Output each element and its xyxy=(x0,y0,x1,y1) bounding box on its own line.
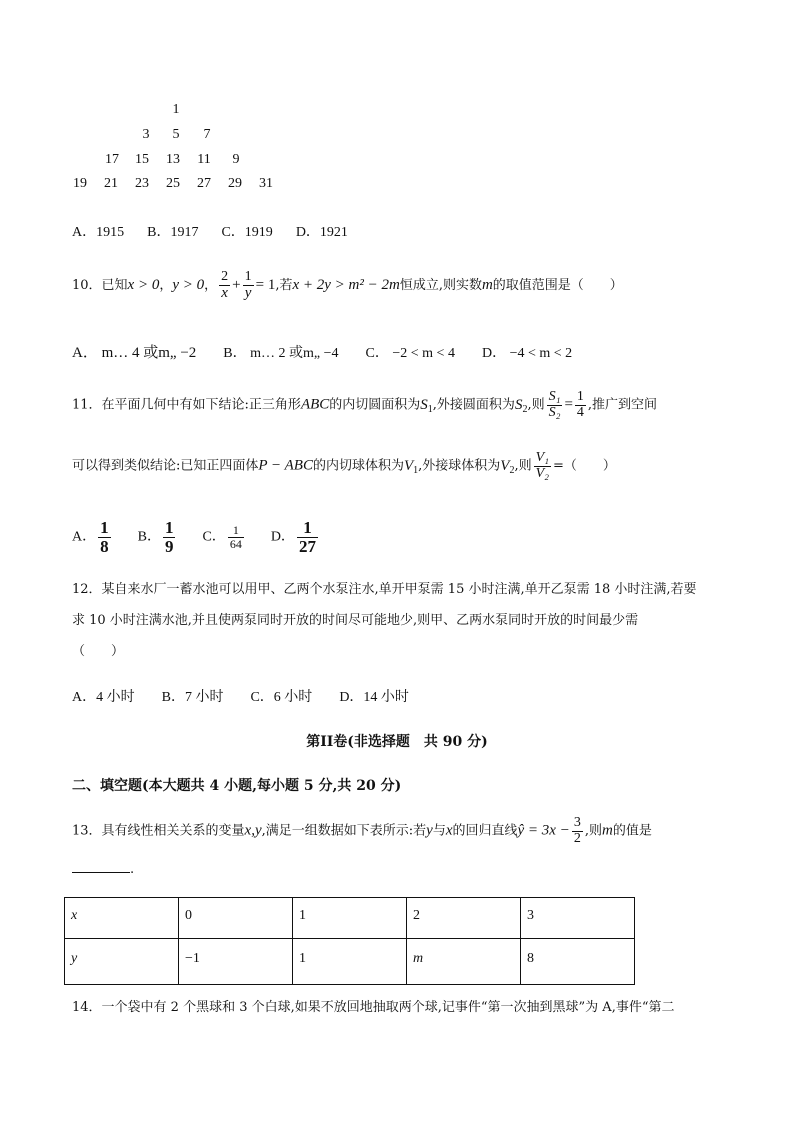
fraction-denominator: S₂ xyxy=(548,404,561,420)
symbol-letter: V xyxy=(500,457,510,474)
q13-text: 与 xyxy=(432,823,446,839)
q12-option-b: B．7 小时 xyxy=(161,690,224,705)
fraction-denominator: 64 xyxy=(229,536,242,551)
fraction-numerator: 1 xyxy=(576,389,584,404)
q12-line3: （ ） xyxy=(72,644,125,659)
q11-text: ,外接圆面积为 xyxy=(432,397,515,413)
q11-option-b-fraction xyxy=(163,519,176,556)
subscript: 2 xyxy=(509,464,515,476)
q13-text: ,则 xyxy=(584,823,602,839)
q11-option-b-label: B． xyxy=(137,529,161,545)
triangle-cell: 19 xyxy=(73,176,87,191)
section-two-heading: 二、填空题(本大题共 4 小题,每小题 5 分,共 20 分) xyxy=(72,778,402,794)
fraction-numerator: 2 xyxy=(221,269,229,284)
fraction-numerator: 1 xyxy=(100,518,109,537)
regression-equation: ŷ = 3x − xyxy=(517,822,570,839)
triangle-cell: 25 xyxy=(166,176,180,191)
triangle-cell: 3 xyxy=(142,127,150,142)
q13-text: ,满足一组数据如下表所示:若 xyxy=(261,823,427,839)
fraction-denominator: x xyxy=(221,284,228,301)
q10-text: 恒成立,则实数 xyxy=(399,278,482,294)
q12-line1: 12．某自来水厂一蓄水池可以用甲、乙两个水泵注水,单开甲泵需 15 小时注满,单开乙泵需 18 小时注满,若要 xyxy=(72,582,697,597)
q11-text: ,则 xyxy=(514,458,532,474)
variable-x: x xyxy=(445,822,453,839)
q11-text: ,外接球体积为 xyxy=(418,458,501,474)
equals-sign: = xyxy=(564,396,573,413)
fraction-numerator: 3 xyxy=(573,815,581,830)
q11-line1 xyxy=(72,390,657,420)
fraction-three-halves xyxy=(572,816,583,846)
symbol-letter: S xyxy=(420,396,428,413)
symbol-letter: S xyxy=(514,396,523,413)
q10-text: 的取值范围是（ ） xyxy=(492,278,623,294)
table-cell: m xyxy=(407,939,521,985)
plus-sign: + xyxy=(232,277,241,294)
q10-condition-y: y > 0 xyxy=(172,277,205,294)
q10-option-c: C． −2 < m < 4 xyxy=(365,346,455,361)
q9-option-a: A．1915 xyxy=(72,225,125,240)
subscript: 1 xyxy=(427,403,433,415)
fraction-numerator: 1 xyxy=(228,524,244,538)
q9-option-d: D．1921 xyxy=(295,225,348,240)
triangle-cell: 15 xyxy=(135,152,149,167)
variable-m: m xyxy=(601,822,613,839)
q13-line1 xyxy=(72,816,652,846)
fraction-numerator: 1 xyxy=(244,269,252,284)
fraction-numerator: S₁ xyxy=(548,389,561,404)
table-cell: y xyxy=(65,939,179,985)
subscript: 1 xyxy=(413,464,419,476)
q10-text: ,若 xyxy=(275,278,293,294)
q10-option-d: D． −4 < m < 2 xyxy=(481,346,573,361)
period: . xyxy=(130,862,135,877)
triangle-cell: 31 xyxy=(259,176,273,191)
q9-option-b: B．1917 xyxy=(147,225,199,240)
variable-y: y xyxy=(426,822,433,839)
fraction-numerator: V₁ xyxy=(535,450,550,465)
table-row xyxy=(65,898,635,939)
q13-text: 的值是 xyxy=(612,823,652,839)
fraction-denominator: 27 xyxy=(298,536,316,556)
q10-options xyxy=(72,341,572,362)
q11-text: ,则 xyxy=(527,397,545,413)
triangle-cell: 21 xyxy=(104,176,118,191)
triangle-cell: 5 xyxy=(172,127,180,142)
q14-line1: 14．一个袋中有 2 个黑球和 3 个白球,如果不放回地抽取两个球,记事件“第一次抽到黑球”为 A,事件“第二 xyxy=(72,1000,675,1015)
symbol-s1 xyxy=(420,397,433,413)
table-cell: 1 xyxy=(293,898,407,939)
q10-condition-x: x > 0 xyxy=(127,277,160,294)
q11-option-d-label: D． xyxy=(270,529,295,545)
ratio-s1-s2 xyxy=(547,390,563,420)
q11-option-c-label: C． xyxy=(202,529,226,545)
triangle-cell: 17 xyxy=(105,152,119,167)
q10-option-b: B． m… 2 或m„ −4 xyxy=(223,346,339,361)
answer-blank[interactable] xyxy=(72,860,130,873)
fraction-denominator: 8 xyxy=(100,536,109,556)
ratio-v1-v2 xyxy=(534,451,551,481)
table-cell: −1 xyxy=(179,939,293,985)
triangle-abc: ABC xyxy=(300,396,330,413)
table-cell: 1 xyxy=(293,939,407,985)
symbol-letter: V xyxy=(403,457,414,474)
q10-stem xyxy=(72,270,623,301)
q11-text: 11．在平面几何中有如下结论:正三角形 xyxy=(72,397,301,413)
q9-options xyxy=(72,221,348,241)
symbol-v2 xyxy=(500,458,514,474)
q12-option-a: A．4 小时 xyxy=(72,690,135,705)
q10-fraction-2-over-x xyxy=(219,270,230,301)
q11-line2 xyxy=(72,451,616,481)
q13-text: 13．具有线性相关关系的变量 xyxy=(72,823,245,839)
fraction-denominator: 4 xyxy=(576,404,584,420)
q13-answer-line xyxy=(72,860,134,877)
symbol-s2 xyxy=(515,397,528,413)
q12-option-d: D．14 小时 xyxy=(339,690,409,705)
q10-number: 10．已知 xyxy=(72,278,128,294)
triangle-cell: 27 xyxy=(197,176,211,191)
data-table xyxy=(64,897,635,985)
fraction-numerator: 1 xyxy=(164,518,174,537)
q11-option-a-fraction xyxy=(98,519,111,556)
table-cell: 0 xyxy=(179,898,293,939)
q9-option-c: C．1919 xyxy=(221,225,273,240)
q10-separator: ， xyxy=(204,278,218,294)
triangle-cell: 29 xyxy=(228,176,242,191)
q11-text: =（ ） xyxy=(553,458,616,474)
triangle-cell: 13 xyxy=(166,152,180,167)
fraction-denominator: 2 xyxy=(573,830,581,846)
fraction-denominator: 9 xyxy=(164,536,174,556)
q10-fraction-1-over-y xyxy=(243,270,254,301)
fraction-denominator: y xyxy=(244,284,252,301)
triangle-cell: 11 xyxy=(197,152,211,167)
q10-inequality: x + 2y > m² − 2m xyxy=(292,277,400,294)
table-cell: x xyxy=(65,898,179,939)
q12-option-c: C．6 小时 xyxy=(250,690,313,705)
q10-variable-m: m xyxy=(481,277,493,294)
equals-one: = 1 xyxy=(255,277,276,294)
q10-option-a: A． m… 4 或m„ −2 xyxy=(72,345,197,361)
q11-text: 的内切圆面积为 xyxy=(329,397,421,413)
triangle-cell: 1 xyxy=(172,102,180,117)
q13-text: 的回归直线 xyxy=(452,823,518,839)
q12-options xyxy=(72,686,409,706)
fraction-numerator: 1 xyxy=(297,519,318,538)
q11-text: 的内切球体积为 xyxy=(312,458,404,474)
triangle-cell: 23 xyxy=(135,176,149,191)
table-cell: 3 xyxy=(521,898,635,939)
fraction-one-quarter xyxy=(575,390,586,420)
q11-text: 可以得到类似结论:已知正四面体 xyxy=(72,458,259,474)
q11-text: ,推广到空间 xyxy=(587,397,658,413)
q11-option-c-fraction xyxy=(228,524,244,550)
triangle-cell: 7 xyxy=(203,127,211,142)
table-cell: 2 xyxy=(407,898,521,939)
variables-xy: x,y xyxy=(244,822,262,839)
part-two-title: 第II卷(非选择题 共 90 分) xyxy=(306,734,488,750)
fraction-denominator: V₂ xyxy=(535,465,550,481)
q12-line2: 求 10 小时注满水池,并且使两泵同时开放的时间尽可能地少,则甲、乙两水泵同时开放的时间最少需 xyxy=(72,613,639,628)
table-cell: 8 xyxy=(521,939,635,985)
tetrahedron-p-abc: P − ABC xyxy=(258,457,313,474)
q11-options xyxy=(72,519,320,556)
triangle-cell: 9 xyxy=(232,152,240,167)
subscript: 2 xyxy=(522,403,528,415)
symbol-v1 xyxy=(404,458,418,474)
table-row xyxy=(65,939,635,985)
q11-option-a-label: A． xyxy=(72,529,97,545)
q10-separator: ， xyxy=(159,278,173,294)
q11-option-d-fraction xyxy=(297,519,318,556)
